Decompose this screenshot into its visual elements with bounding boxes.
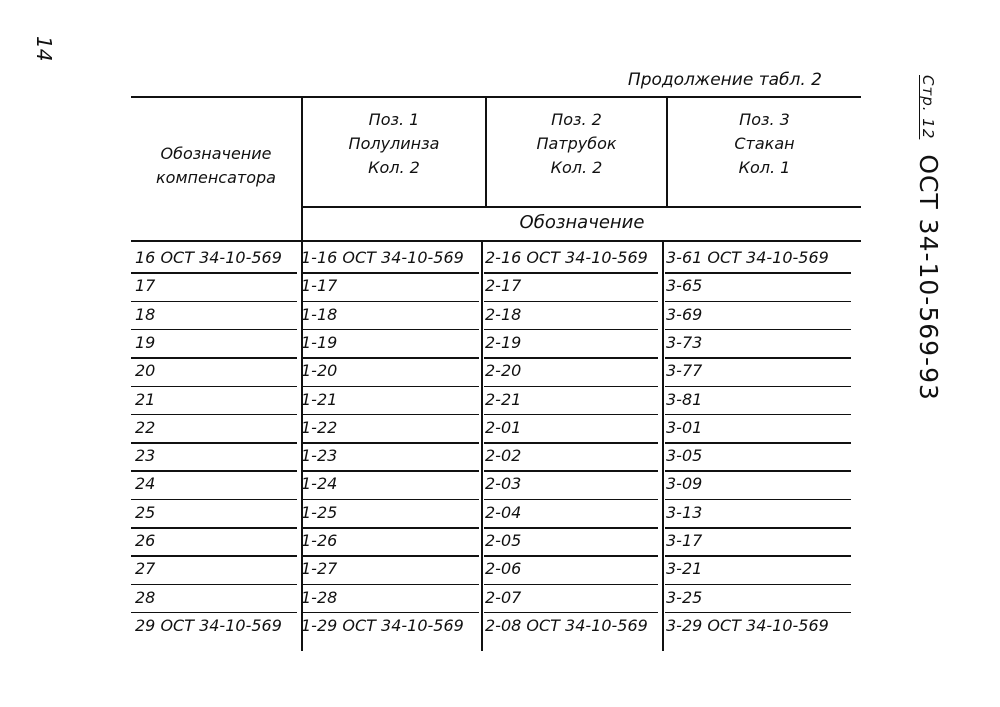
row-separator — [665, 499, 851, 501]
compensator-designation-cell: 27 — [135, 559, 156, 579]
compensator-designation-cell: 17 — [135, 276, 156, 296]
row-separator — [484, 414, 658, 416]
row-separator — [301, 357, 479, 359]
position-number: Поз. 3 — [739, 110, 790, 129]
position-1-designation-cell: 1-17 — [301, 276, 338, 296]
position-2-designation-cell: 2-01 — [485, 417, 522, 437]
compensator-designation-cell: 25 — [135, 502, 156, 522]
table-continuation-caption: Продолжение табл. 2 — [627, 70, 822, 90]
position-3-designation-cell: 3-09 — [666, 474, 703, 494]
position-1-designation-cell: 1-18 — [301, 304, 338, 324]
page-number: 14 — [32, 36, 56, 62]
compensator-designation-cell: 18 — [135, 304, 156, 324]
row-separator — [131, 470, 297, 472]
position-1-designation-cell: 1-25 — [301, 502, 338, 522]
row-separator — [484, 499, 658, 501]
position-2-designation-cell: 2-17 — [485, 276, 522, 296]
row-separator — [484, 527, 658, 529]
position-number: Поз. 1 — [368, 110, 420, 129]
row-separator — [484, 272, 658, 274]
position-3-designation-cell: 3-81 — [666, 389, 703, 409]
position-1-designation-cell: 1-16 ОСТ 34-10-569 — [301, 248, 464, 267]
row-separator — [484, 584, 658, 586]
header-position-1 — [303, 108, 485, 180]
position-1-designation-cell: 1-21 — [301, 389, 338, 409]
compensator-designation-cell: 20 — [135, 361, 156, 381]
designation-table — [131, 96, 861, 651]
row-separator — [301, 414, 479, 416]
position-3-designation-cell: 3-73 — [666, 332, 703, 352]
compensator-designation-cell: 23 — [135, 446, 156, 466]
compensator-designation-cell: 24 — [135, 474, 156, 494]
row-separator — [484, 555, 658, 557]
row-separator — [484, 386, 658, 388]
part-name: Стакан — [734, 134, 795, 153]
row-separator — [301, 272, 479, 274]
row-separator — [131, 442, 297, 444]
row-separator — [665, 329, 851, 331]
position-1-designation-cell: 1-26 — [301, 531, 338, 550]
row-separator — [301, 584, 479, 586]
row-separator — [665, 555, 851, 557]
position-3-designation-cell: 3-13 — [666, 502, 703, 522]
header-bottom-rule — [131, 240, 861, 242]
compensator-designation-cell: 28 — [135, 587, 156, 607]
position-2-designation-cell: 2-19 — [485, 332, 522, 352]
position-3-designation-cell: 3-69 — [666, 304, 703, 324]
row-separator — [484, 442, 658, 444]
row-separator — [665, 414, 851, 416]
position-2-designation-cell: 2-08 ОСТ 34-10-569 — [485, 615, 648, 635]
position-3-designation-cell: 3-29 ОСТ 34-10-569 — [666, 615, 829, 635]
position-2-designation-cell: 2-04 — [485, 502, 522, 522]
position-2-designation-cell: 2-03 — [485, 474, 522, 494]
position-1-designation-cell: 1-27 — [301, 559, 338, 579]
row-separator — [301, 329, 479, 331]
row-separator — [131, 272, 297, 274]
position-1-designation-cell: 1-29 ОСТ 34-10-569 — [301, 615, 464, 635]
row-separator — [665, 357, 851, 359]
position-3-designation-cell: 3-65 — [666, 276, 703, 296]
row-separator — [301, 301, 479, 303]
position-2-designation-cell: 2-16 ОСТ 34-10-569 — [485, 248, 648, 267]
row-separator — [301, 555, 479, 557]
position-1-designation-cell: 1-23 — [301, 446, 338, 466]
row-separator — [301, 386, 479, 388]
position-3-designation-cell: 3-01 — [666, 417, 703, 437]
position-1-designation-cell: 1-22 — [301, 417, 338, 437]
quantity: Кол. 1 — [738, 158, 791, 177]
position-2-designation-cell: 2-21 — [485, 389, 522, 409]
document-code-margin — [914, 75, 943, 401]
part-name: Полулинза — [348, 134, 440, 153]
row-separator — [484, 470, 658, 472]
row-separator — [665, 386, 851, 388]
row-separator — [131, 499, 297, 501]
position-2-designation-cell: 2-02 — [485, 446, 522, 466]
position-1-designation-cell: 1-19 — [301, 332, 338, 352]
row-separator — [484, 612, 658, 614]
table-top-rule — [131, 96, 861, 98]
compensator-designation-cell: 26 — [135, 531, 156, 550]
row-separator — [484, 301, 658, 303]
position-1-designation-cell: 1-24 — [301, 474, 338, 494]
page-label: Стр. 12 — [919, 75, 937, 140]
position-3-designation-cell: 3-05 — [666, 446, 703, 466]
header-line-1: Обозначение — [160, 144, 272, 163]
position-1-designation-cell: 1-28 — [301, 587, 338, 607]
row-separator — [131, 329, 297, 331]
quantity: Кол. 2 — [550, 158, 603, 177]
position-2-designation-cell: 2-07 — [485, 587, 522, 607]
header-divider — [301, 206, 861, 208]
row-separator — [665, 470, 851, 472]
row-separator — [131, 414, 297, 416]
row-separator — [665, 272, 851, 274]
row-separator — [665, 612, 851, 614]
row-separator — [665, 527, 851, 529]
row-separator — [484, 357, 658, 359]
position-3-designation-cell: 3-61 ОСТ 34-10-569 — [666, 248, 829, 267]
quantity: Кол. 2 — [368, 158, 420, 177]
position-3-designation-cell: 3-21 — [666, 559, 703, 579]
column-divider-2b — [481, 240, 483, 651]
row-separator — [301, 612, 479, 614]
row-separator — [301, 499, 479, 501]
position-2-designation-cell: 2-18 — [485, 304, 522, 324]
compensator-designation-cell: 22 — [135, 417, 156, 437]
header-position-3 — [668, 108, 861, 180]
compensator-designation-cell: 21 — [135, 389, 156, 409]
position-1-designation-cell: 1-20 — [301, 361, 338, 381]
row-separator — [301, 470, 479, 472]
row-separator — [665, 301, 851, 303]
row-separator — [131, 584, 297, 586]
row-separator — [131, 301, 297, 303]
column-divider-3b — [662, 240, 664, 651]
position-3-designation-cell: 3-77 — [666, 361, 703, 381]
compensator-designation-cell: 29 ОСТ 34-10-569 — [135, 615, 282, 635]
subheader-designation: Обозначение — [519, 212, 645, 233]
position-2-designation-cell: 2-20 — [485, 361, 522, 381]
row-separator — [131, 386, 297, 388]
row-separator — [484, 329, 658, 331]
position-2-designation-cell: 2-05 — [485, 531, 522, 550]
row-separator — [131, 357, 297, 359]
row-separator — [301, 527, 479, 529]
compensator-designation-cell: 19 — [135, 332, 156, 352]
header-designation-compensator — [131, 142, 301, 190]
compensator-designation-cell: 16 ОСТ 34-10-569 — [135, 248, 282, 267]
row-separator — [131, 612, 297, 614]
part-name: Патрубок — [536, 134, 617, 153]
header-position-2 — [487, 108, 666, 180]
row-separator — [665, 584, 851, 586]
position-3-designation-cell: 3-25 — [666, 587, 703, 607]
header-line-2: компенсатора — [156, 168, 276, 187]
row-separator — [131, 527, 297, 529]
row-separator — [665, 442, 851, 444]
position-2-designation-cell: 2-06 — [485, 559, 522, 579]
document-code: ОСТ 34-10-569-93 — [914, 154, 943, 401]
position-3-designation-cell: 3-17 — [666, 531, 703, 550]
row-separator — [301, 442, 479, 444]
position-number: Поз. 2 — [551, 110, 602, 129]
row-separator — [131, 555, 297, 557]
